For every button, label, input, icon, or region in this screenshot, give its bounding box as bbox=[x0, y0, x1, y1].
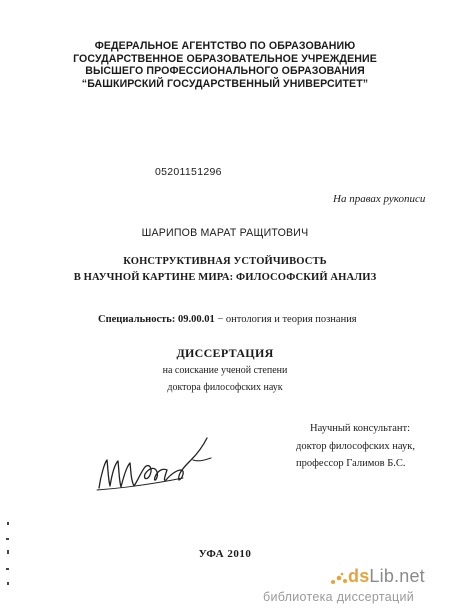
org-line-1: ФЕДЕРАЛЬНОЕ АГЕНТСТВО ПО ОБРАЗОВАНИЮ bbox=[94, 40, 356, 52]
watermark-dots-icon bbox=[330, 572, 350, 586]
specialty-label: Специальность: 09.00.01 bbox=[98, 314, 215, 325]
consultant-role: Научный консультант: bbox=[310, 423, 411, 434]
document-code: 05201151296 bbox=[155, 166, 222, 178]
watermark-logo-ds: ds bbox=[348, 566, 370, 586]
consultant-block bbox=[290, 420, 415, 473]
title-line-2: В НАУЧНОЙ КАРТИНЕ МИРА: ФИЛОСОФСКИЙ АНАЛИЗ bbox=[73, 272, 377, 283]
title-line-1: КОНСТРУКТИВНАЯ УСТОЙЧИВОСТЬ bbox=[123, 256, 327, 267]
organization-header bbox=[0, 40, 450, 90]
org-line-4: “БАШКИРСКИЙ ГОСУДАРСТВЕННЫЙ УНИВЕРСИТЕТ” bbox=[81, 77, 369, 90]
specialty-dash: − bbox=[214, 314, 226, 325]
watermark-logo-net: .net bbox=[394, 566, 425, 586]
watermark-subtitle: библиотека диссертаций bbox=[263, 590, 415, 604]
consultant-name: профессор Галимов Б.С. bbox=[296, 458, 406, 469]
author-name: ШАРИПОВ МАРАТ РАЩИТОВИЧ bbox=[141, 227, 309, 239]
watermark-logo bbox=[348, 566, 425, 587]
specialty-line bbox=[98, 314, 357, 325]
org-line-3: ВЫСШЕГО ПРОФЕССИОНАЛЬНОГО ОБРАЗОВАНИЯ bbox=[85, 65, 365, 78]
specialty-value: онтология и теория познания bbox=[225, 314, 357, 325]
dissertation-title bbox=[0, 254, 450, 286]
handwritten-signature bbox=[93, 430, 223, 500]
margin-scan-marks bbox=[2, 520, 16, 600]
degree-line-2: доктора философских наук bbox=[167, 382, 283, 393]
consultant-degree: доктор философских наук, bbox=[296, 440, 415, 452]
degree-line-1: на соискание ученой степени bbox=[162, 365, 288, 376]
watermark-logo-lib: Lib bbox=[369, 566, 395, 586]
org-line-2: ГОСУДАРСТВЕННОЕ ОБРАЗОВАТЕЛЬНОЕ УЧРЕЖДЕНИЕ bbox=[73, 52, 377, 65]
degree-block bbox=[0, 362, 450, 396]
dissertation-heading: ДИССЕРТАЦИЯ bbox=[176, 346, 274, 360]
city-year: УФА 2010 bbox=[198, 548, 252, 560]
rights-note: На правах рукописи bbox=[333, 193, 426, 205]
